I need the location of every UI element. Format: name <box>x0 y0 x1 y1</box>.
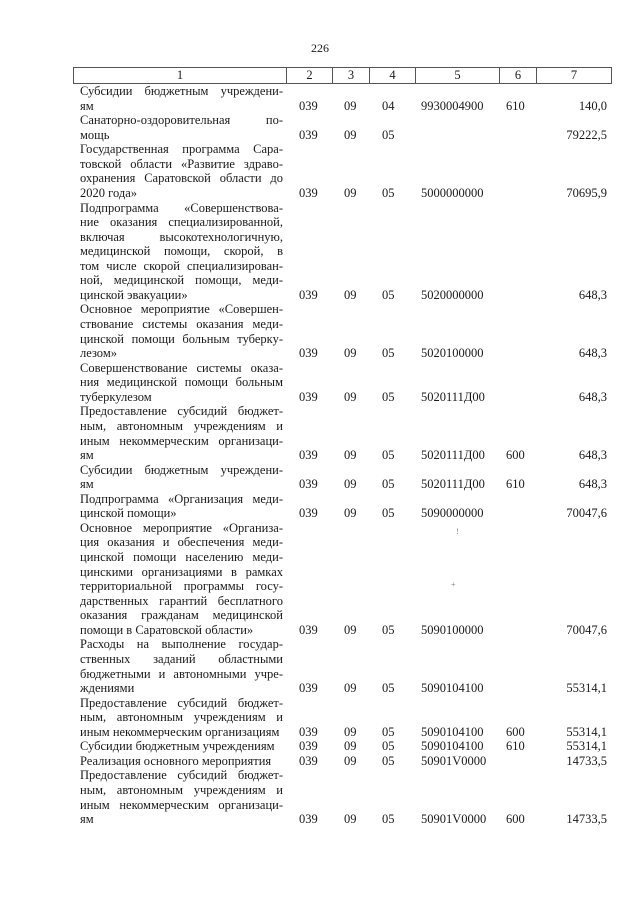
table-row <box>0 404 640 462</box>
amount: 140,0 <box>578 98 607 113</box>
target-article-code: 5090104100 <box>421 724 484 739</box>
amount: 648,3 <box>578 389 607 404</box>
description-line: Расходы на выполнение государ- <box>80 637 283 652</box>
description-line: ние оказания специализированной, <box>80 215 283 230</box>
description-line: ным, автономным учреждениям и <box>80 783 283 797</box>
section-code: 09 <box>344 753 357 768</box>
section-code: 09 <box>344 622 357 637</box>
description-line: включая высокотехнологичную, <box>80 229 283 244</box>
expense-type-code: 610 <box>506 477 525 492</box>
grbs-code: 039 <box>299 753 318 768</box>
amount: 14733,5 <box>566 753 607 768</box>
description-line: Субсидии бюджетным учреждениям <box>80 739 275 754</box>
description-line: медицинской помощи, скорой, в <box>80 244 283 259</box>
description-line: ной, медицинской помощи, меди- <box>80 273 283 288</box>
table-row <box>0 463 640 492</box>
section-code: 09 <box>344 287 357 302</box>
target-article-code: 9930004900 <box>421 98 484 113</box>
expense-type-code: 600 <box>506 812 525 827</box>
grbs-code: 039 <box>299 185 318 200</box>
description-line: Подпрограмма «Совершенствова- <box>80 200 283 215</box>
row-description <box>80 754 283 769</box>
target-article-code: 50901V0000 <box>421 812 487 827</box>
amount: 648,3 <box>578 287 607 302</box>
table-header-row <box>73 67 612 84</box>
description-line: ствование системы оказания меди- <box>80 317 283 331</box>
grbs-code: 039 <box>299 477 318 492</box>
amount: 14733,5 <box>566 812 607 827</box>
section-code: 09 <box>344 448 357 463</box>
section-code: 09 <box>344 724 357 739</box>
target-article-code: 5000000000 <box>421 185 484 200</box>
target-article-code: 5090100000 <box>421 622 484 637</box>
section-code: 09 <box>344 681 357 696</box>
description-line: цинской помощи больным туберку- <box>80 331 283 346</box>
amount: 648,3 <box>578 346 607 361</box>
header-col-3: 3 <box>333 68 370 83</box>
row-description <box>80 142 283 200</box>
description-line: ям <box>80 812 94 827</box>
subsection-code: 05 <box>382 812 395 827</box>
target-article-code: 5020111Д00 <box>421 389 485 404</box>
table-row <box>0 361 640 405</box>
target-article-code: 5020111Д00 <box>421 448 485 463</box>
expense-type-code: 610 <box>506 98 525 113</box>
header-col-2: 2 <box>287 68 333 83</box>
subsection-code: 05 <box>382 346 395 361</box>
grbs-code: 039 <box>299 389 318 404</box>
header-col-7: 7 <box>570 68 578 82</box>
row-description <box>80 84 283 113</box>
subsection-code: 05 <box>382 389 395 404</box>
description-line: цинской помощи населению меди- <box>80 550 283 564</box>
table-body <box>0 84 640 827</box>
row-description <box>80 521 283 638</box>
description-line: Основное мероприятие «Организа- <box>80 520 283 535</box>
description-line: оказания гражданам медицинской <box>80 608 283 623</box>
description-line: туберкулезом <box>80 389 152 404</box>
target-article-code: 5020100000 <box>421 346 484 361</box>
description-line: Субсидии бюджетным учреждени- <box>80 462 283 477</box>
description-line: иным некоммерческим организациям <box>80 724 280 739</box>
description-line: территориальной программы госу- <box>80 579 283 594</box>
description-line: цинской эвакуации» <box>80 287 188 302</box>
grbs-code: 039 <box>299 812 318 827</box>
amount: 70047,6 <box>566 506 607 521</box>
description-line: ным, автономным учреждениям и <box>80 710 283 725</box>
section-code: 09 <box>344 812 357 827</box>
target-article-code: 5090000000 <box>421 506 484 521</box>
description-line: бюджетными и автономными учре- <box>80 666 283 681</box>
description-line: иным некоммерческим организаци- <box>80 797 283 812</box>
description-line: цинской помощи» <box>80 506 177 521</box>
table-row <box>0 201 640 303</box>
description-line: ния медицинской помощи больным <box>80 375 283 390</box>
section-code: 09 <box>344 127 357 142</box>
table-row <box>0 84 640 113</box>
description-line: Субсидии бюджетным учреждени- <box>80 84 283 98</box>
description-line: Совершенствование системы оказа- <box>80 360 283 375</box>
amount: 55314,1 <box>566 681 607 696</box>
expense-type-code: 610 <box>506 739 525 754</box>
amount: 55314,1 <box>566 739 607 754</box>
amount: 648,3 <box>578 448 607 463</box>
subsection-code: 05 <box>382 724 395 739</box>
description-line: Предоставление субсидий бюджет- <box>80 695 283 710</box>
description-line: Предоставление субсидий бюджет- <box>80 404 283 419</box>
target-article-code: 5020111Д00 <box>421 477 485 492</box>
description-line: ям <box>80 98 94 113</box>
description-line: мощь <box>80 127 110 142</box>
description-line: ственных заданий областными <box>80 651 283 666</box>
grbs-code: 039 <box>299 681 318 696</box>
subsection-code: 05 <box>382 127 395 142</box>
grbs-code: 039 <box>299 98 318 113</box>
description-line: помощи в Саратовской области» <box>80 622 254 637</box>
expense-type-code: 600 <box>506 724 525 739</box>
grbs-code: 039 <box>299 506 318 521</box>
description-line: ждениями <box>80 681 135 696</box>
row-description <box>80 361 283 405</box>
description-line: том числе скорой специализирован- <box>80 258 283 273</box>
table-row <box>0 637 640 695</box>
target-article-code: 5090104100 <box>421 681 484 696</box>
row-description <box>80 302 283 360</box>
row-description <box>80 463 283 492</box>
row-description <box>80 404 283 462</box>
row-description <box>80 492 283 521</box>
subsection-code: 05 <box>382 185 395 200</box>
description-line: ным, автономным учреждениям и <box>80 418 283 433</box>
page-number: 226 <box>311 41 329 55</box>
subsection-code: 05 <box>382 753 395 768</box>
amount: 70695,9 <box>566 185 607 200</box>
target-article-code: 5020000000 <box>421 287 484 302</box>
amount: 55314,1 <box>566 724 607 739</box>
description-line: ция оказания и обеспечения меди- <box>80 535 283 550</box>
row-description <box>80 768 283 826</box>
section-code: 09 <box>344 389 357 404</box>
subsection-code: 05 <box>382 448 395 463</box>
subsection-code: 04 <box>382 98 395 113</box>
table-row <box>0 113 640 142</box>
expense-type-code: 600 <box>506 448 525 463</box>
header-col-1: 1 <box>74 68 287 83</box>
description-line: цинскими организациями в рамках <box>80 564 283 579</box>
description-line: охранения Саратовской области до <box>80 171 283 186</box>
table-row <box>0 768 640 826</box>
subsection-code: 05 <box>382 506 395 521</box>
subsection-code: 05 <box>382 622 395 637</box>
row-description <box>80 201 283 303</box>
row-description <box>80 739 283 754</box>
grbs-code: 039 <box>299 127 318 142</box>
subsection-code: 05 <box>382 477 395 492</box>
subsection-code: 05 <box>382 681 395 696</box>
scan-artifact-mark: ! <box>456 527 459 536</box>
grbs-code: 039 <box>299 287 318 302</box>
description-line: ям <box>80 448 94 463</box>
row-description <box>80 113 283 142</box>
subsection-code: 05 <box>382 287 395 302</box>
description-line: Предоставление субсидий бюджет- <box>80 768 283 783</box>
description-line: 2020 года» <box>80 185 137 200</box>
section-code: 09 <box>344 739 357 754</box>
description-line: товской области «Развитие здраво- <box>80 156 283 171</box>
grbs-code: 039 <box>299 448 318 463</box>
header-col-4: 4 <box>370 68 416 83</box>
description-line: иным некоммерческим организаци- <box>80 433 283 448</box>
table-row <box>0 521 640 638</box>
table-row <box>0 142 640 200</box>
section-code: 09 <box>344 477 357 492</box>
target-article-code: 50901V0000 <box>421 753 487 768</box>
row-description <box>80 637 283 695</box>
subsection-code: 05 <box>382 739 395 754</box>
table-row <box>0 739 640 754</box>
description-line: Реализация основного мероприятия <box>80 753 272 768</box>
target-article-code: 5090104100 <box>421 739 484 754</box>
amount: 70047,6 <box>566 622 607 637</box>
description-line: Подпрограмма «Организация меди- <box>80 491 283 506</box>
grbs-code: 039 <box>299 739 318 754</box>
row-description <box>80 696 283 740</box>
grbs-code: 039 <box>299 346 318 361</box>
amount: 648,3 <box>578 477 607 492</box>
table-row <box>0 492 640 521</box>
table-row <box>0 302 640 360</box>
description-line: Санаторно-оздоровительная по- <box>80 113 283 128</box>
description-line: Государственная программа Сара- <box>80 142 283 157</box>
amount: 79222,5 <box>566 127 607 142</box>
table-row <box>0 696 640 740</box>
description-line: Основное мероприятие «Совершен- <box>80 302 283 317</box>
section-code: 09 <box>344 346 357 361</box>
section-code: 09 <box>344 185 357 200</box>
section-code: 09 <box>344 506 357 521</box>
table-row <box>0 754 640 769</box>
description-line: лезом» <box>80 346 117 361</box>
description-line: ям <box>80 477 94 492</box>
scan-artifact-mark: + <box>451 580 456 589</box>
description-line: дарственных гарантий бесплатного <box>80 593 283 608</box>
grbs-code: 039 <box>299 622 318 637</box>
grbs-code: 039 <box>299 724 318 739</box>
header-col-6: 6 <box>500 68 537 83</box>
header-col-5: 5 <box>416 68 500 83</box>
section-code: 09 <box>344 98 357 113</box>
